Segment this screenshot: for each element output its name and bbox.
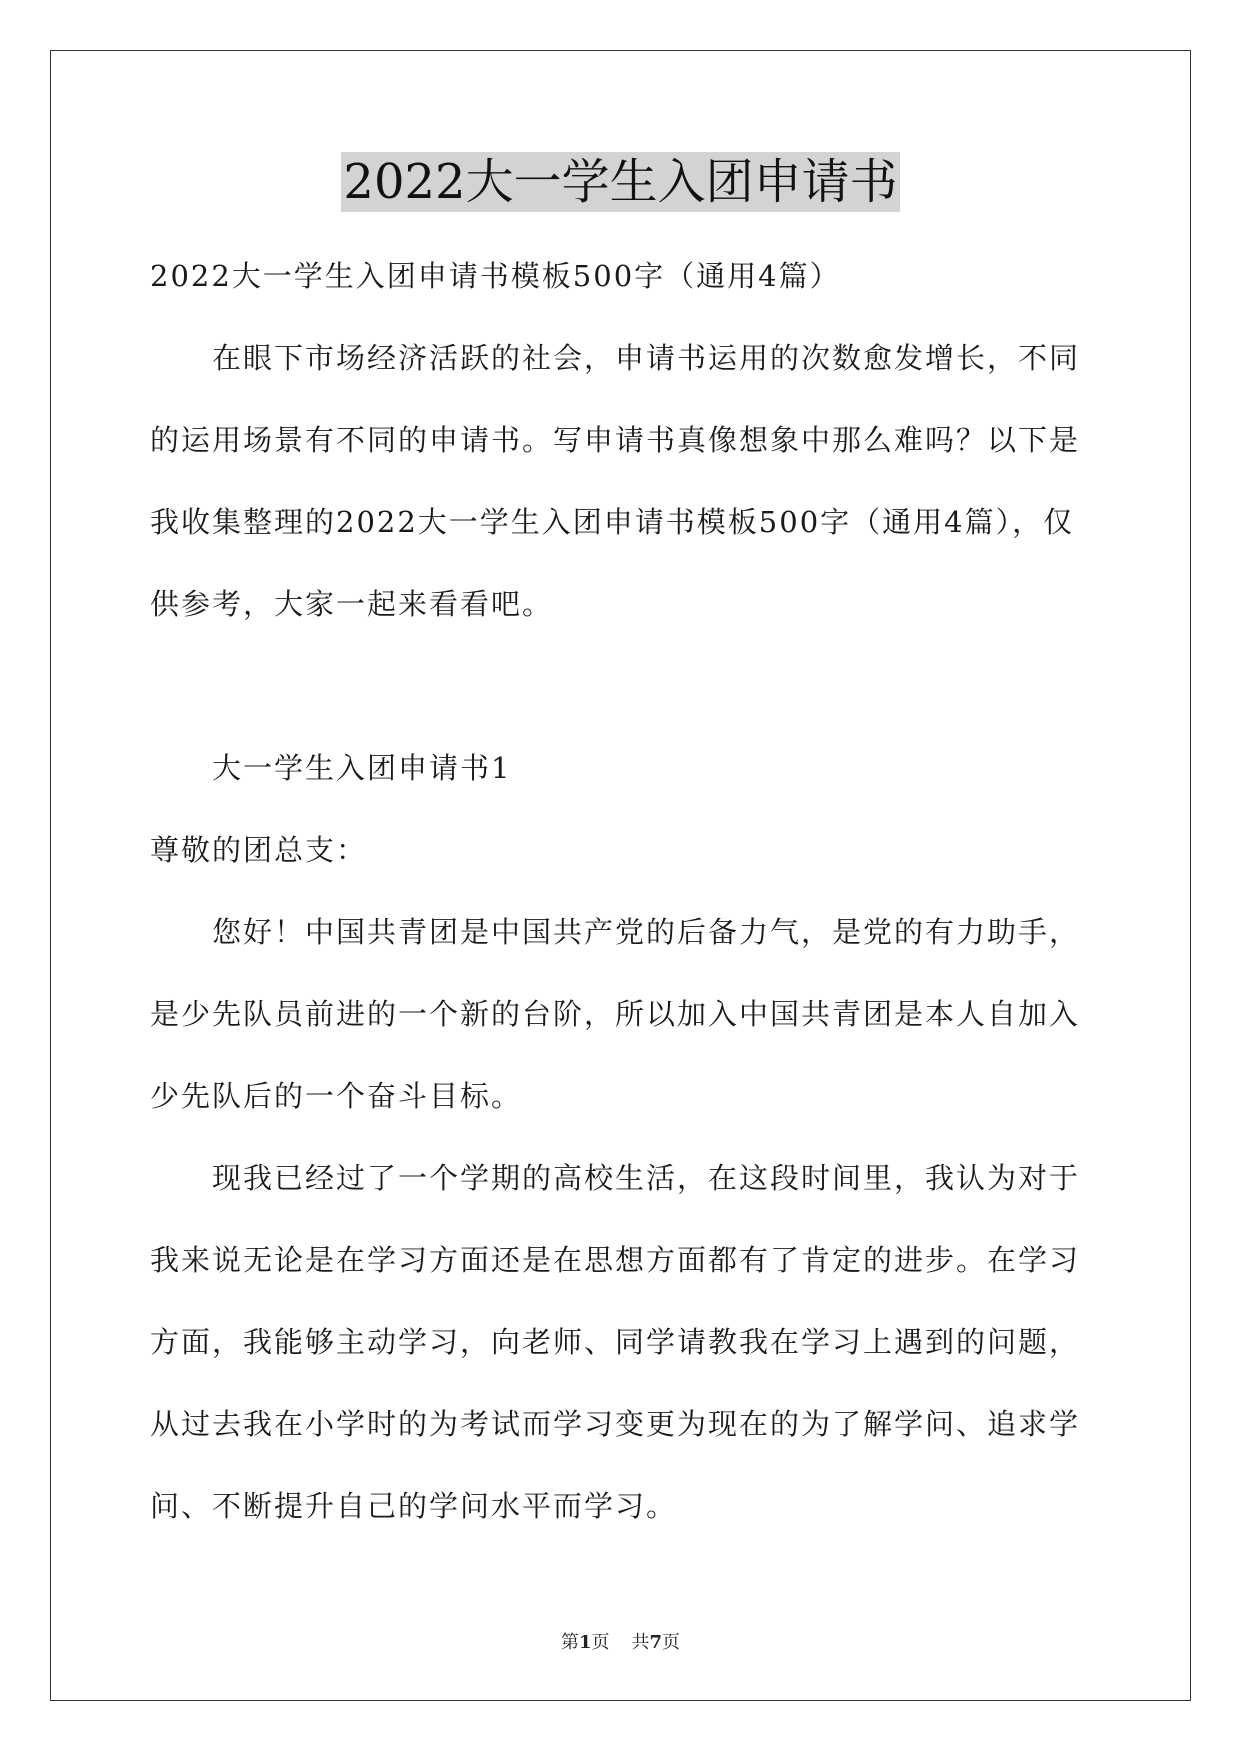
total-pages: 7 [649,1632,663,1653]
paragraph-line: 问、不断提升自己的学问水平而学习。 [150,1489,678,1523]
paragraph-line: 是少先队员前进的一个新的台阶，所以加入中国共青团是本人自加入 [150,997,1081,1031]
page-number [561,1632,610,1653]
document-title: 2022大一学生入团申请书 [343,154,898,210]
total-prefix: 共 [631,1632,650,1653]
paragraph-line: 我来说无论是在学习方面还是在思想方面都有了肯定的进步。在学习 [150,1243,1081,1277]
title-container [0,152,1241,212]
paragraph-line: 您好！中国共青团是中国共产党的后备力气，是党的有力助手， [212,915,1081,949]
document-subtitle: 2022大一学生入团申请书模板500字（通用4篇） [150,259,841,293]
current-page: 1 [578,1632,592,1653]
intro-line: 供参考，大家一起来看看吧。 [150,587,554,621]
blank-line [150,645,1090,727]
total-suffix: 页 [662,1632,681,1653]
page-prefix: 第 [560,1632,579,1653]
page-total [632,1632,681,1653]
paragraph-line: 现我已经过了一个学期的高校生活，在这段时间里，我认为对于 [212,1161,1081,1195]
paragraph-line: 从过去我在小学时的为考试而学习变更为现在的为了解学问、追求学 [150,1407,1081,1441]
section-heading: 大一学生入团申请书1 [212,751,512,785]
intro-line: 的运用场景有不同的申请书。写申请书真像想象中那么难吗？以下是 [150,423,1081,457]
document-body [150,235,1090,1547]
salutation: 尊敬的团总支： [150,833,368,867]
intro-line: 我收集整理的2022大一学生入团申请书模板500字（通用4篇），仅 [150,505,1075,539]
page-footer [0,1631,1241,1655]
paragraph-line: 少先队后的一个奋斗目标。 [150,1079,523,1113]
page-suffix: 页 [591,1632,610,1653]
intro-line: 在眼下市场经济活跃的社会，申请书运用的次数愈发增长，不同 [212,341,1081,375]
paragraph-line: 方面，我能够主动学习，向老师、同学请教我在学习上遇到的问题， [150,1325,1081,1359]
